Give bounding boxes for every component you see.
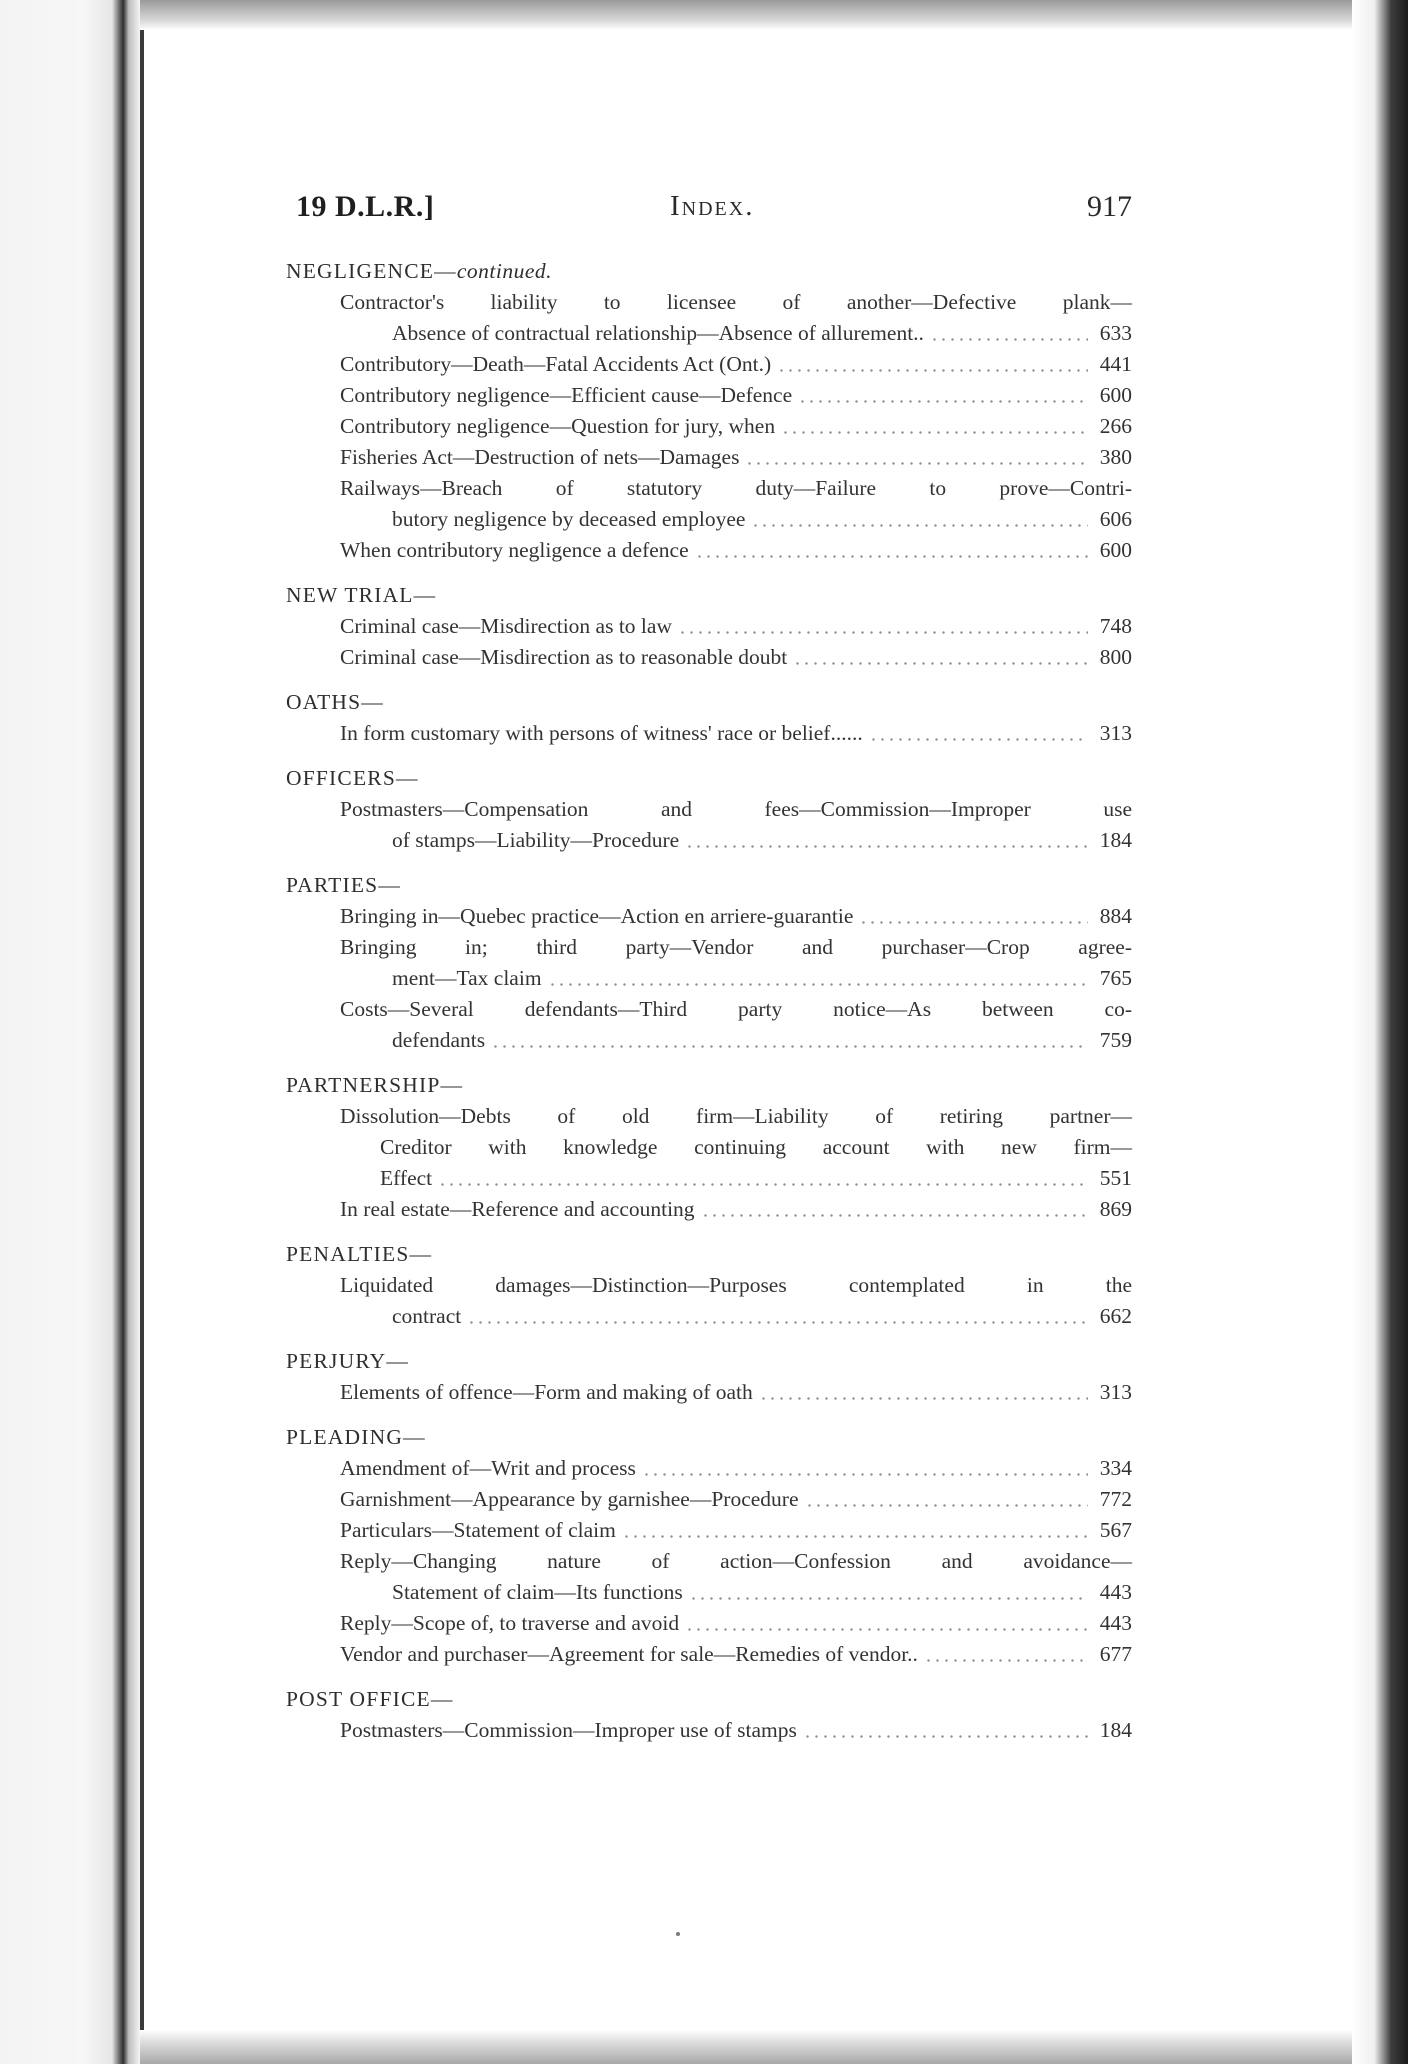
entry-last-line [340, 318, 1132, 349]
entry-line: Criminal case—Misdirection as to reasonable doubt [340, 645, 788, 669]
index-section [286, 1422, 1132, 1670]
entry-text [340, 287, 1132, 349]
entry-page-number: 443 [1099, 1611, 1132, 1635]
entry-page-number: 606 [1099, 507, 1132, 531]
index-entry [340, 1270, 1132, 1332]
page-number: 917 [1087, 190, 1132, 223]
index-entry [340, 794, 1132, 856]
entry-page-number: 677 [1099, 1642, 1132, 1666]
entry-line: Dissolution—Debts of old firm—Liability of retiring partner— [340, 1104, 1132, 1128]
section-heading-text: PARTIES— [286, 873, 402, 897]
section-heading [286, 1422, 1132, 1453]
section-heading-text: NEGLIGENCE— [286, 259, 457, 283]
index-entry [340, 1377, 1132, 1408]
dot-leader [642, 1453, 1088, 1484]
dot-leader [924, 1639, 1088, 1670]
entry-page-number: 567 [1099, 1518, 1132, 1542]
entry-line: Absence of contractual relationship—Absence of allurement.. [392, 321, 924, 345]
entry-page-number: 380 [1099, 445, 1132, 469]
entry-text [340, 1453, 636, 1484]
index-entry [340, 473, 1132, 535]
index-entry [340, 1515, 1132, 1546]
entry-last-line [340, 1577, 1132, 1608]
index-entry [340, 932, 1132, 994]
entry-page-number: 765 [1099, 966, 1132, 990]
entry-line: Garnishment—Appearance by garnishee—Procedure [340, 1487, 799, 1511]
entry-last-line [340, 825, 1132, 856]
dot-leader [805, 1484, 1089, 1515]
dot-leader [781, 411, 1088, 442]
entry-line: Particulars—Statement of claim [340, 1518, 616, 1542]
section-heading-suffix: continued. [456, 259, 553, 283]
entry-line: In form customary with persons of witness' race or belief...... [340, 721, 863, 745]
entry-line: Bringing in; third party—Vendor and purchaser—Crop agree- [340, 935, 1132, 959]
entry-last-line [340, 1163, 1132, 1194]
entry-line: Amendment of—Writ and process [340, 1456, 636, 1480]
entry-page-number: 600 [1099, 538, 1132, 562]
entry-line: Effect [380, 1166, 433, 1190]
dot-leader [869, 718, 1088, 749]
entry-page-number: 441 [1099, 352, 1132, 376]
dot-leader [491, 1025, 1088, 1056]
entry-page-number: 884 [1099, 904, 1132, 928]
entry-page-number: 772 [1099, 1487, 1132, 1511]
index-entry [340, 1194, 1132, 1225]
section-heading-text: POST OFFICE— [286, 1687, 454, 1711]
dot-leader [759, 1377, 1088, 1408]
entry-text [340, 1515, 616, 1546]
entry-text [340, 442, 739, 473]
entry-page-number: 662 [1099, 1304, 1132, 1328]
index-section [286, 580, 1132, 673]
index-section [286, 870, 1132, 1056]
entry-text [340, 994, 1132, 1056]
entry-page-number: 633 [1099, 321, 1132, 345]
dot-leader [701, 1194, 1088, 1225]
entry-line: Creditor with knowledge continuing account with new firm— [380, 1135, 1132, 1159]
index-section [286, 763, 1132, 856]
entry-line: Contributory negligence—Question for jury, when [340, 414, 776, 438]
index-entry [340, 642, 1132, 673]
entry-line: Costs—Several defendants—Third party notice—As between co- [340, 997, 1132, 1021]
entry-page-number: 184 [1099, 1718, 1132, 1742]
entry-page-number: 313 [1099, 1380, 1132, 1404]
index-section [286, 1346, 1132, 1408]
dot-leader [678, 611, 1088, 642]
entry-line: Postmasters—Compensation and fees—Commission—Improper use [340, 797, 1132, 821]
index-entry [340, 1608, 1132, 1639]
entry-line: Reply—Scope of, to traverse and avoid [340, 1611, 680, 1635]
dot-leader [685, 825, 1088, 856]
index-entry [340, 1546, 1132, 1608]
section-heading-text: PLEADING— [286, 1425, 426, 1449]
entry-text [340, 932, 1132, 994]
entry-line: Contributory negligence—Efficient cause—Defence [340, 383, 793, 407]
entry-line: Liquidated damages—Distinction—Purposes contemplated in the [340, 1273, 1132, 1297]
dot-leader [859, 901, 1088, 932]
index-section [286, 687, 1132, 749]
section-heading [286, 1346, 1132, 1377]
entry-text [340, 1715, 797, 1746]
dot-leader [745, 442, 1088, 473]
section-heading [286, 1684, 1132, 1715]
index-entry [340, 1101, 1132, 1194]
entry-last-line [340, 963, 1132, 994]
entry-page-number: 800 [1099, 645, 1132, 669]
entry-text [340, 1484, 799, 1515]
section-heading-text: PENALTIES— [286, 1242, 433, 1266]
index-entry [340, 1453, 1132, 1484]
entry-text [340, 411, 775, 442]
section-heading [286, 580, 1132, 611]
index-section [286, 1239, 1132, 1332]
entry-line: Statement of claim—Its functions [392, 1580, 683, 1604]
entry-line: Criminal case—Misdirection as to law [340, 614, 672, 638]
entry-text [340, 1639, 918, 1670]
entry-text [340, 1608, 679, 1639]
index-body [286, 256, 1132, 1746]
entry-text [340, 349, 771, 380]
entry-page-number: 551 [1099, 1166, 1132, 1190]
page-title: Index. [670, 190, 755, 222]
dot-leader [695, 535, 1088, 566]
page-right-edge [1352, 0, 1408, 2064]
dot-leader [467, 1301, 1088, 1332]
entry-page-number: 600 [1099, 383, 1132, 407]
section-heading [286, 256, 1132, 287]
index-entry [340, 287, 1132, 349]
entry-line: Contractor's liability to licensee of another—Defective plank— [340, 290, 1132, 314]
volume-reference: 19 D.L.R.] [296, 190, 435, 223]
entry-text [340, 535, 689, 566]
running-head [296, 190, 1132, 230]
index-section [286, 1070, 1132, 1225]
entry-text [340, 794, 1132, 856]
dot-leader [685, 1608, 1088, 1639]
entry-line: ment—Tax claim [392, 966, 542, 990]
entry-text [340, 611, 672, 642]
entry-line: Fisheries Act—Destruction of nets—Damages [340, 445, 740, 469]
entry-line: defendants [392, 1028, 486, 1052]
index-entry [340, 994, 1132, 1056]
entry-text [340, 1194, 695, 1225]
entry-line: Contributory—Death—Fatal Accidents Act (Ont.) [340, 352, 772, 376]
index-entry [340, 380, 1132, 411]
entry-page-number: 184 [1099, 828, 1132, 852]
entry-last-line [340, 1301, 1132, 1332]
entry-page-number: 869 [1099, 1197, 1132, 1221]
dot-leader [751, 504, 1088, 535]
entry-page-number: 748 [1099, 614, 1132, 638]
entry-text [340, 642, 787, 673]
entry-text [340, 1101, 1132, 1194]
entry-text [340, 901, 853, 932]
entry-line: Reply—Changing nature of action—Confession and avoidance— [340, 1549, 1132, 1573]
entry-line: In real estate—Reference and accounting [340, 1197, 695, 1221]
section-heading [286, 870, 1132, 901]
section-heading [286, 687, 1132, 718]
entry-page-number: 313 [1099, 721, 1132, 745]
index-entry [340, 901, 1132, 932]
section-heading [286, 1070, 1132, 1101]
entry-line: Elements of offence—Form and making of oath [340, 1380, 753, 1404]
entry-text [340, 718, 863, 749]
entry-text [340, 1377, 753, 1408]
entry-last-line [340, 1025, 1132, 1056]
dot-leader [798, 380, 1088, 411]
index-entry [340, 535, 1132, 566]
index-entry [340, 349, 1132, 380]
dot-leader [930, 318, 1088, 349]
section-heading-text: OFFICERS— [286, 766, 419, 790]
index-section [286, 256, 1132, 566]
entry-line: Railways—Breach of statutory duty—Failure to prove—Contri- [340, 476, 1132, 500]
index-entry [340, 718, 1132, 749]
section-heading-text: NEW TRIAL— [286, 583, 437, 607]
section-heading [286, 1239, 1132, 1270]
section-heading-text: PERJURY— [286, 1349, 410, 1373]
index-entry [340, 1484, 1132, 1515]
dot-leader [622, 1515, 1088, 1546]
entry-page-number: 759 [1099, 1028, 1132, 1052]
entry-page-number: 443 [1099, 1580, 1132, 1604]
entry-line: Vendor and purchaser—Agreement for sale—Remedies of vendor.. [340, 1642, 918, 1666]
entry-text [340, 1546, 1132, 1608]
index-entry [340, 1715, 1132, 1746]
index-entry [340, 611, 1132, 642]
section-heading [286, 763, 1132, 794]
section-heading-text: OATHS— [286, 690, 384, 714]
dot-leader [438, 1163, 1088, 1194]
index-entry [340, 411, 1132, 442]
entry-line: Postmasters—Commission—Improper use of stamps [340, 1718, 797, 1742]
book-spine-shadow [0, 0, 140, 2064]
dot-leader [777, 349, 1088, 380]
entry-line: butory negligence by deceased employee [392, 507, 746, 531]
section-heading-text: PARTNERSHIP— [286, 1073, 464, 1097]
entry-text [340, 380, 792, 411]
entry-line: Bringing in—Quebec practice—Action en arriere-guarantie [340, 904, 854, 928]
dot-leader [689, 1577, 1088, 1608]
index-entry [340, 1639, 1132, 1670]
index-entry [340, 442, 1132, 473]
page-top-edge [140, 0, 1352, 30]
dot-leader [548, 963, 1088, 994]
index-section [286, 1684, 1132, 1746]
dot-leader [803, 1715, 1088, 1746]
dot-leader [793, 642, 1088, 673]
entry-page-number: 266 [1099, 414, 1132, 438]
entry-last-line [340, 504, 1132, 535]
paper-speck [676, 1932, 680, 1936]
entry-line: When contributory negligence a defence [340, 538, 689, 562]
entry-line: contract [392, 1304, 462, 1328]
entry-text [340, 473, 1132, 535]
entry-line: of stamps—Liability—Procedure [392, 828, 680, 852]
entry-page-number: 334 [1099, 1456, 1132, 1480]
page-bottom-edge [140, 2030, 1352, 2064]
entry-text [340, 1270, 1132, 1332]
